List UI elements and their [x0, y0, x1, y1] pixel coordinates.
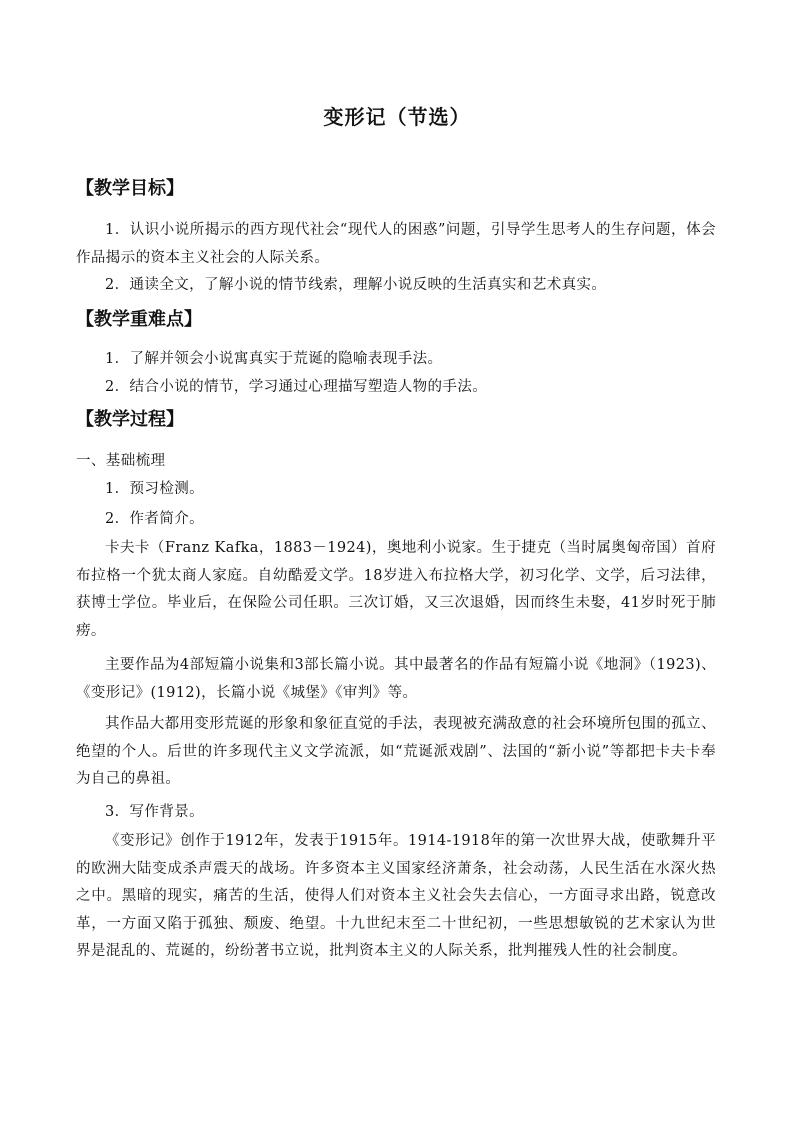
page-title: 变形记（节选） [323, 105, 471, 129]
section-basic-review: 一、基础梳理 [76, 453, 166, 469]
author-bio-paragraph: 卡夫卡（Franz Kafka，1883－1924)，奥地利小说家。生于捷克（当时属奥匈帝国）首府布拉格一个犹太商人家庭。自幼酷爱文学。18岁进入布拉格大学，初习化学、文学，后习法律，获博士学位。毕业后，在保险公司任职。三次订婚，又三次退婚，因而终生未娶，41岁时死于肺痨。 [76, 540, 716, 639]
heading-teaching-goals: 【教学目标】 [76, 178, 184, 199]
difficulty-item-1: 1．了解并领会小说寓真实于荒诞的隐喻表现手法。 [105, 351, 443, 367]
style-paragraph: 其作品大都用变形荒诞的形象和象征直觉的手法，表现被充满敌意的社会环境所包围的孤立、绝望的个人。后世的许多现代主义文学流派，如“荒诞派戏剧”、法国的“新小说”等都把卡夫卡奉为自己的鼻祖。 [76, 716, 716, 787]
heading-key-difficulties: 【教学重难点】 [76, 309, 202, 330]
difficulty-item-2: 2．结合小说的情节，学习通过心理描写塑造人物的手法。 [105, 379, 488, 395]
works-paragraph: 主要作品为4部短篇小说集和3部长篇小说。其中最著名的作品有短篇小说《地洞》（1923)、《变形记》(1912)，长篇小说《城堡》《审判》等。 [76, 657, 716, 701]
step-author-intro: 2．作者简介。 [105, 511, 205, 527]
step-writing-background: 3．写作背景。 [105, 804, 205, 820]
goal-item-2: 2．通读全文，了解小说的情节线索，理解小说反映的生活真实和艺术真实。 [105, 277, 607, 293]
goal-item-1: 1．认识小说所揭示的西方现代社会“现代人的困惑”问题，引导学生思考人的生存问题，体会作品揭示的资本主义社会的人际关系。 [76, 222, 716, 266]
heading-teaching-process: 【教学过程】 [76, 409, 184, 430]
step-preview-check: 1．预习检测。 [105, 481, 205, 497]
background-paragraph: 《变形记》创作于1912年，发表于1915年。1914-1918年的第一次世界大战，使歌舞升平的欧洲大陆变成杀声震天的战场。许多资本主义国家经济萧条，社会动荡，人民生活在水深火热之中。黑暗的现实，痛苦的生活，使得人们对资本主义社会失去信心，一方面寻求出路，锐意改革，一方面又陷于孤独、颓废、绝望。十九世纪末至二十世纪初，一些思想敏锐的艺术家认为世界是混乱的、荒诞的，纷纷著书立说，批判资本主义的人际关系，批判摧残人性的社会制度。 [76, 833, 716, 959]
